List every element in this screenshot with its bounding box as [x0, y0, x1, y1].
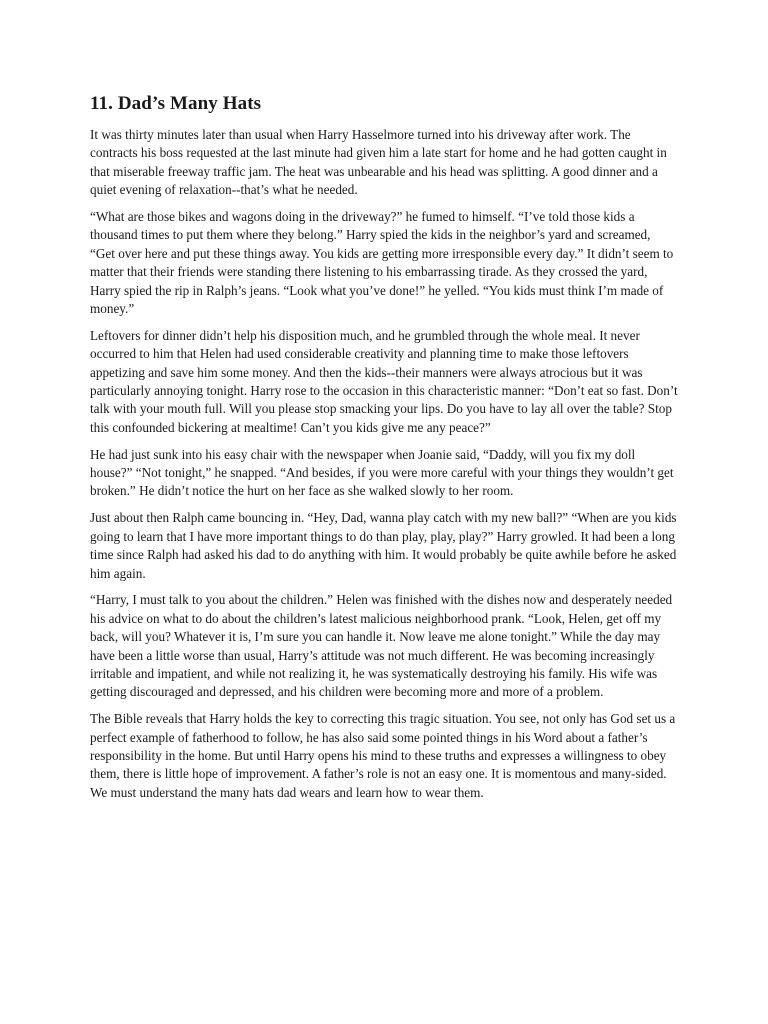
- paragraph-5: Just about then Ralph came bouncing in. “Hey, Dad, wanna play catch with my new ball?” “When are you kids going to learn that I have more important things to do than play, play, play?” Harry growled. It had been a long time since Ralph had asked his dad to do anything with him. It would probably be quite awhile before he asked him again.: [90, 510, 677, 581]
- chapter-title: 11. Dad’s Many Hats: [90, 93, 262, 114]
- paragraph-7: The Bible reveals that Harry holds the key to correcting this tragic situation. You see, not only has God set us a perfect example of fatherhood to follow, he has also said some pointed things in his Word about a father’s responsibility in the home. But until Harry opens his mind to these truths and expresses a willingness to obey them, there is little hope of improvement. A father’s role is not an easy one. It is momentous and many-sided. We must understand the many hats dad wears and learn how to wear them.: [90, 711, 676, 800]
- paragraph-2: “What are those bikes and wagons doing in the driveway?” he fumed to himself. “I’ve told those kids a thousand times to put them where they belong.” Harry spied the kids in the neighbor’s yard and screamed, “Get over here and put these things away. You kids are getting more irresponsible every day.” It didn’t seem to matter that their friends were standing there listening to his embarrassing tirade. As they crossed the yard, Harry spied the rip in Ralph’s jeans. “Look what you’ve done!” he yelled. “You kids must think I’m made of money.”: [90, 209, 674, 317]
- paragraph-6: “Harry, I must talk to you about the children.” Helen was finished with the dishes now and desperately needed his advice on what to do about the children’s latest malicious neighborhood prank. “Look, Helen, get off my back, will you? Whatever it is, I’m sure you can handle it. Now leave me alone tonight.” While the day may have been a little worse than usual, Harry’s attitude was not much different. He was becoming increasingly irritable and impatient, and while not realizing it, he was systematically destroying his family. His wife was getting discouraged and depressed, and his children were becoming more and more of a problem.: [90, 592, 673, 700]
- paragraph-3: Leftovers for dinner didn’t help his disposition much, and he grumbled through the whole meal. It never occurred to him that Helen had used considerable creativity and planning time to make those leftovers appetizing and save him some money. And then the kids--their manners were always atrocious but it was particularly annoying tonight. Harry rose to the occasion in this characteristic manner: “Don’t eat so fast. Don’t talk with your mouth full. Will you please stop smacking your lips. Do you have to lay all over the table? Stop this confounded bickering at mealtime! Can’t you kids give me any peace?”: [90, 327, 678, 435]
- paragraph-1: It was thirty minutes later than usual when Harry Hasselmore turned into his driveway after work. The contracts his boss requested at the last minute had given him a late start for home and he had gotten caught in that miserable freeway traffic jam. The heat was unbearable and his head was splitting. A good dinner and a quiet evening of relaxation--that’s what he needed.: [90, 127, 667, 198]
- document-page: [90, 92, 678, 811]
- paragraph-4: He had just sunk into his easy chair with the newspaper when Joanie said, “Daddy, will you fix my doll house?” “Not tonight,” he snapped. “And besides, if you were more careful with your things they wouldn’t get broken.” He didn’t notice the hurt on her face as she walked slowly to her room.: [90, 446, 674, 499]
